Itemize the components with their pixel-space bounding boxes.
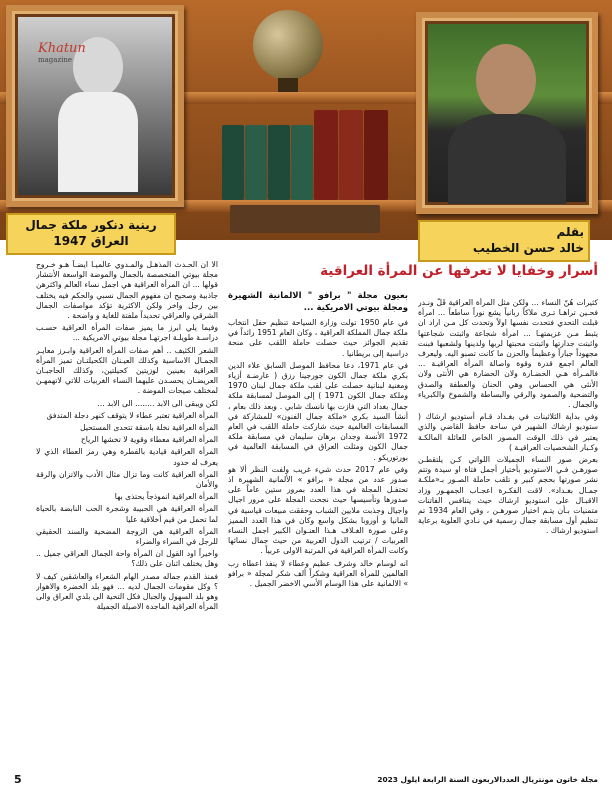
photo-frame-right: [416, 12, 598, 214]
paragraph: في عام 1950 تولت وزارة السياحة تنظيم حفل انتخاب ملكة جمال المملكة العراقية ، وكان العام 1951 رائداً في تقديم الجوائز حيث حصلت حاملة اللقب على منحة دراسية إلى بريطانيا .: [228, 318, 408, 358]
khatun-logo: Khatun magazine: [38, 41, 86, 64]
page-footer: [14, 772, 598, 786]
paragraph: وفي عام 2017 حدث شيء غريب ولفت النظر ألا هو صدور عدد من مجلة « برافو » الألمانية الشهيرة اذ تحتفـل المجلة في هذا العدد بمرور ستين عاماً على صدورها وتأسيسها حيث نجحت المجلة على مرور اجيال واجيال وجذبت ملايين الشباب وحققت مبيعات قياسية في المانيا و أوروبا بشكل واسع وكان في هذا العدد المميز وعلى صورة الغـلاف هـذا العنـوان الكبير اجمل النساء العربيات / ترتيب الدول العربية من حيث جمال نسائها وكانت المرأة العراقية في المرتبة الاولى عربياً .: [228, 464, 408, 556]
page-number: 5: [14, 772, 22, 786]
book: [314, 110, 338, 200]
paragraph: الا ان الحـدث المذهـل والمـدوي عالميـا ايضـاً هـو خـروج مجلة بيوتي المتخصصة بالجمال والموضة الواسعة الأنتشار قولها ... ان المرأة العراقية هي اجمل نساء العالم واكثرهن جاذبية وصحيح ان مفهوم الجمال نسبي والحكم فيه يختلف بين رجل واخر ولكن الاكثرية تؤكد مواصفات الجمال الشرقي والعراقي تحديداً ملفتة للغاية و واضحة .: [36, 260, 218, 321]
suit-shape: [448, 114, 566, 204]
paragraph: بعرض صور النساء الجميلات اللواتي كـن يلتقطـن صورهـن فـي الاستوديو بأختيار أجمل فتاة او سيدة وتتم نشر صورتها بحجم كبير و تلقب حاملة الصـور بـ«ملكـة جمـال بغـداد». لاقت الفكـرة اعجـاب الجمهـور وزاد الاقبـال على استوديو ارشاك حيث يتنافس الفاتنات متمنيات بـأن يتـم اختيار صورهـن ، وفي العام 1934 تم تنظيم أول مسابقة جمال رسمية في نـادي العلوية برعاية استوديو ارشاك .: [418, 455, 598, 536]
list-item: المرأة العراقية قيادية بالفطرة وهي رمز العطاء الذي لا يعرف له حدود: [36, 447, 218, 467]
face-shape: [476, 44, 536, 116]
book: [291, 125, 313, 200]
footer-issue-text: مجلة خاتون مونتريال العددالاربعون السنة الرابعة ايلول 2023: [377, 774, 598, 784]
author-photo: [428, 24, 586, 202]
article-subtitle: بعيون مجلة " برافو " الالمانية الشهيرة ومجلة بيوتي الامريكية ...: [228, 291, 408, 313]
book: [230, 205, 380, 233]
column-left: [36, 260, 218, 770]
book: [268, 125, 290, 200]
list-item: المرأة العراقية انموذجاً يحتذى بها: [114, 492, 218, 502]
list-item: المرأة العراقية كانت وما تزال مثال الأدب والاتزان والرقة والأمان: [36, 469, 218, 490]
article-title: أسرار وخفايا لا تعرفها عن المرأة العراقية: [320, 263, 598, 279]
paragraph: وفي بداية الثلاثينات في بغـداد قـام أستوديو ارشاك ( ستوديو ارشاك الشهير في ساحة حافظ القاضي والذي يعتبر في ذلك الوقت المصور الخاص للعائلة المالكـة وكـبار الشخصيات العراقيـة ): [418, 412, 598, 452]
caption-left-line1: رينية دنكور ملكة جمال: [25, 218, 157, 232]
caption-left: [6, 213, 176, 255]
caption-right: [418, 220, 590, 262]
caption-right-line2: خالد حسن الخطيب: [472, 241, 584, 255]
caption-right-line1: بقلم: [556, 225, 584, 239]
book: [222, 125, 244, 200]
list-item: المرأة العراقية هي الزوجة المضحية والسند الحقيقي للرجل في السراء والضراء: [36, 526, 218, 547]
caption-left-line2: العراق 1947: [53, 234, 129, 248]
column-right: [418, 298, 598, 768]
photo-frame-left: [6, 5, 184, 207]
list-item: المرأة العراقية تعتبر عطاء لا يتوقف كنهر دجلة المتدفق: [46, 410, 218, 420]
globe-icon: [253, 10, 323, 80]
book: [245, 125, 267, 200]
paragraph: لكن ويبقى الى الابد ........ الى الابد ...: [97, 398, 218, 408]
paragraph: الشعر الكثيف .. أهم صفات المرأة العراقية وابـرز معايـر الجمـال الاساسية وكذلك العيـنان الكحيلتـان تميز المرأة العراقية بعينين لوزيتين كحيلتين، وكذلك الحاجبـان العريضـان يحسـدن عليهما النساء الغربيات للاتي لاتهمهـن لمختلف صيحات الموضة .: [36, 345, 218, 396]
book: [339, 110, 363, 200]
dress-shape: [58, 92, 138, 192]
list-item: المرأة العراقية معطاء وقوية لا تخشها الرياح: [80, 435, 218, 445]
column-middle: [228, 290, 408, 770]
paragraph: واخيراً اود القول ان المرأة واحة الجمال العراقي جميل .. وهل يختلف اثنان على ذلك؟: [36, 549, 218, 569]
paragraph: فمنذ القدم جماله مصدر الهام الشعراء والعاشقين كيف لا ؟ وكل مقومات الجمال لديه ... فهو بلد الخضرة والاهوار وهو بلد السهول والجبال فكل التحية الى بلدي العراق والى المرأة العراقية الماجدة الاصيلة الجميلة: [36, 571, 218, 612]
globe-stand: [278, 78, 298, 92]
paragraph: في عام 1971، دعا محافظ الموصل السابق علاء الدين بكري ملكة جمال الكون جورجينا رزق ( عارضـة أزياء ومغنية لبنانية حصلت على لقب ملكة جمال لبنان 1970 وملكة جمال الكون 1971 ) إلى الموصل لمسابقة ملكة جمال بغداد التي فازت بها نانسك شابي . وبعد ذلك بعام ، أنشأ السيد بكري «ملكة جمال الفنون» للمشاركة في المسابقات العالمية حيث شاركت حاملة اللقب في العام 1972 الأنسة وجدان برهان سليمان في مسابقة ملكة جمال الكون ومثلت العراق في المسابقة العالمية في بورتوريكو .: [228, 360, 408, 462]
list-item: المرأة العراقية نخلة باسقة تتحدى المستحيل: [80, 423, 218, 433]
list-item: المرأة العراقية هي الحبيبة وشجرة الحب النابضة بالحياة لما تحمل من قيم أخلاقية عليا: [36, 504, 218, 524]
paragraph: انه لوسام خالد وشرف عظيم وعطاء لا ينفذ اعطاه رب العالمين للمرأة العراقية وشكراً ألف شكر لمجلة « برافو » الالمانية على هذا الوسام الأسي الاخضر الجميل .: [228, 558, 408, 589]
paragraph: كثيرات هُنّ النساء ... ولكن مثل المرأة العراقية قَلّ ونـدر فحـين تراهـا تـرى ملاكاً ربانياً يشع نوراً ساطعاً ... امرأة قبلت التحدي فتحدت نفسها اولاً وتحدت كل مـن اراد ان يثبط مـن عزيمتهـا ... امرأة شجاعة واثبتت شجاعتها واثبتت جدارتها واثبتت محبتها لربها ولدينها ولشعبها فبنت مجهوداً جباراً وعظيماً والحزن ما كانت تصبو اليه. وليعرف العالم اجمع قدرة وقوة واصالة المرأة العراقيـة ... فالمـرأة هـي الحضـارة ولان الحضارة هي الأنثى ولان الأنثى هي الحساس وهي الحنان والعطفة والصدق والتضحية والصمود والرقي والبساطة والشموخ والكبرياء والجمال .: [418, 298, 598, 410]
paragraph: وفيما يلي ابرز ما يميز صفات المرأة العراقية حسـب دراسـة طويلـة اجرتهـا مجلة بيوتي الامريكية ...: [36, 323, 218, 343]
book: [364, 110, 388, 200]
